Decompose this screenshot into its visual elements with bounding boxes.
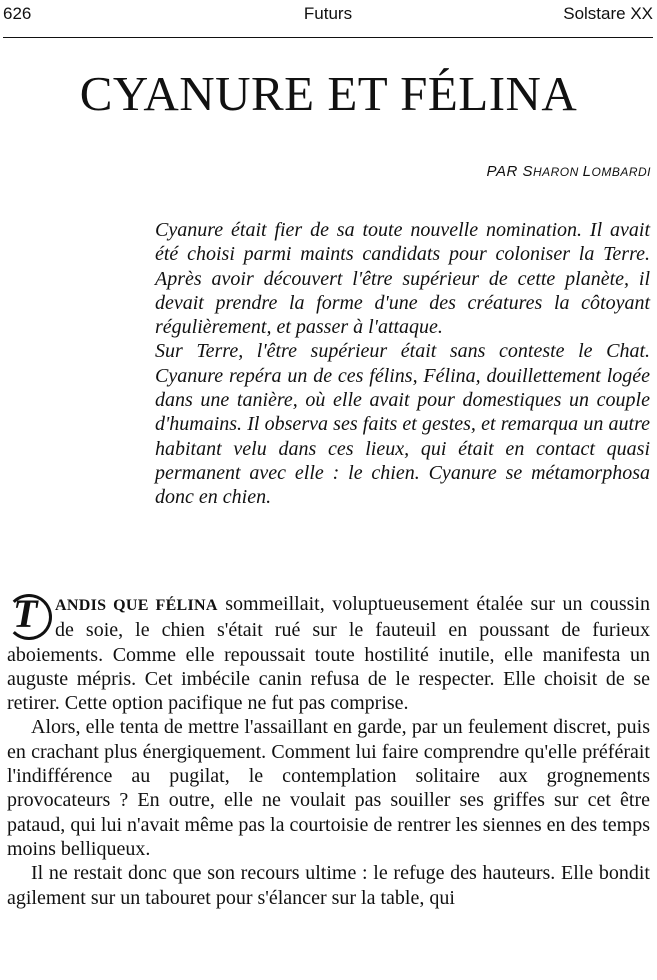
- body-paragraph-1: [7, 592, 650, 715]
- article-body: [7, 592, 650, 910]
- byline-first-initial: S: [522, 163, 533, 180]
- body-paragraph-2: Alors, elle tenta de mettre l'assaillant en garde, par un feulement discret, puis en crachant plus énergiquement. Comment lui faire comprendre qu'elle préférait l'indifférence au pugilat, le contemplation solitaire aux grognements provocateurs ? En outre, elle ne voulait pas souiller ses griffes sur cet être pataud, qui lui n'avait même pas la courtoisie de rentrer les siennes en des temps moins belliqueux.: [7, 716, 650, 860]
- synopsis: [155, 218, 650, 510]
- header-rule: [3, 37, 653, 38]
- running-header: [3, 2, 653, 32]
- byline-first-rest: HARON: [532, 165, 583, 179]
- drop-cap: [5, 591, 51, 640]
- synopsis-paragraph-1: Cyanure était fier de sa toute nouvelle nomination. Il avait été choisi parmi maints candidats pour coloniser la Terre. Après avoir découvert l'être supérieur de cette planète, il devait prendre la forme d'une des créatures la côtoyant régulièrement, et passer à l'attaque.: [155, 219, 650, 339]
- byline-last-initial: L: [582, 163, 592, 180]
- article-title: CYANURE ET FÉLINA: [79, 66, 578, 121]
- lead-in-caps: ANDIS QUE FÉLINA: [55, 597, 218, 614]
- section-name: Futurs: [303, 4, 353, 23]
- synopsis-paragraph-2: Sur Terre, l'être supérieur était sans conteste le Chat. Cyanure repéra un de ces félins, Félina, douillettement logée dans une tanière, où elle avait pour domestiques un couple d'humains. Il observa ses faits et gestes, et remarqua un autre habitant velu dans ces lieux, qui était en contact quasi permanent avec elle : le chien. Cyanure se métamorphosa donc en chien.: [155, 340, 650, 509]
- body-paragraph-1-text: sommeillait, voluptueusement étalée sur un coussin de soie, le chien s'était rué sur le fauteuil en poussant de furieux aboiements. Comme elle repoussait toute hostilité inutile, elle manifesta un auguste mépris. Cet imbécile canin refusa de le respecter. Elle choisit de se retirer. Cette option pacifique ne fut pas comprise.: [7, 593, 650, 715]
- page-number: 626: [3, 4, 32, 23]
- byline-prefix: PAR: [486, 163, 523, 180]
- drop-cap-letter: T: [13, 591, 38, 636]
- byline-last-rest: OMBARDI: [591, 165, 651, 179]
- publication-name: Solstare XX: [563, 4, 653, 23]
- body-paragraph-3: Il ne restait donc que son recours ultime : le refuge des hauteurs. Elle bondit agilement sur un tabouret pour s'élancer sur la table, qui: [7, 862, 650, 909]
- byline: [487, 160, 651, 184]
